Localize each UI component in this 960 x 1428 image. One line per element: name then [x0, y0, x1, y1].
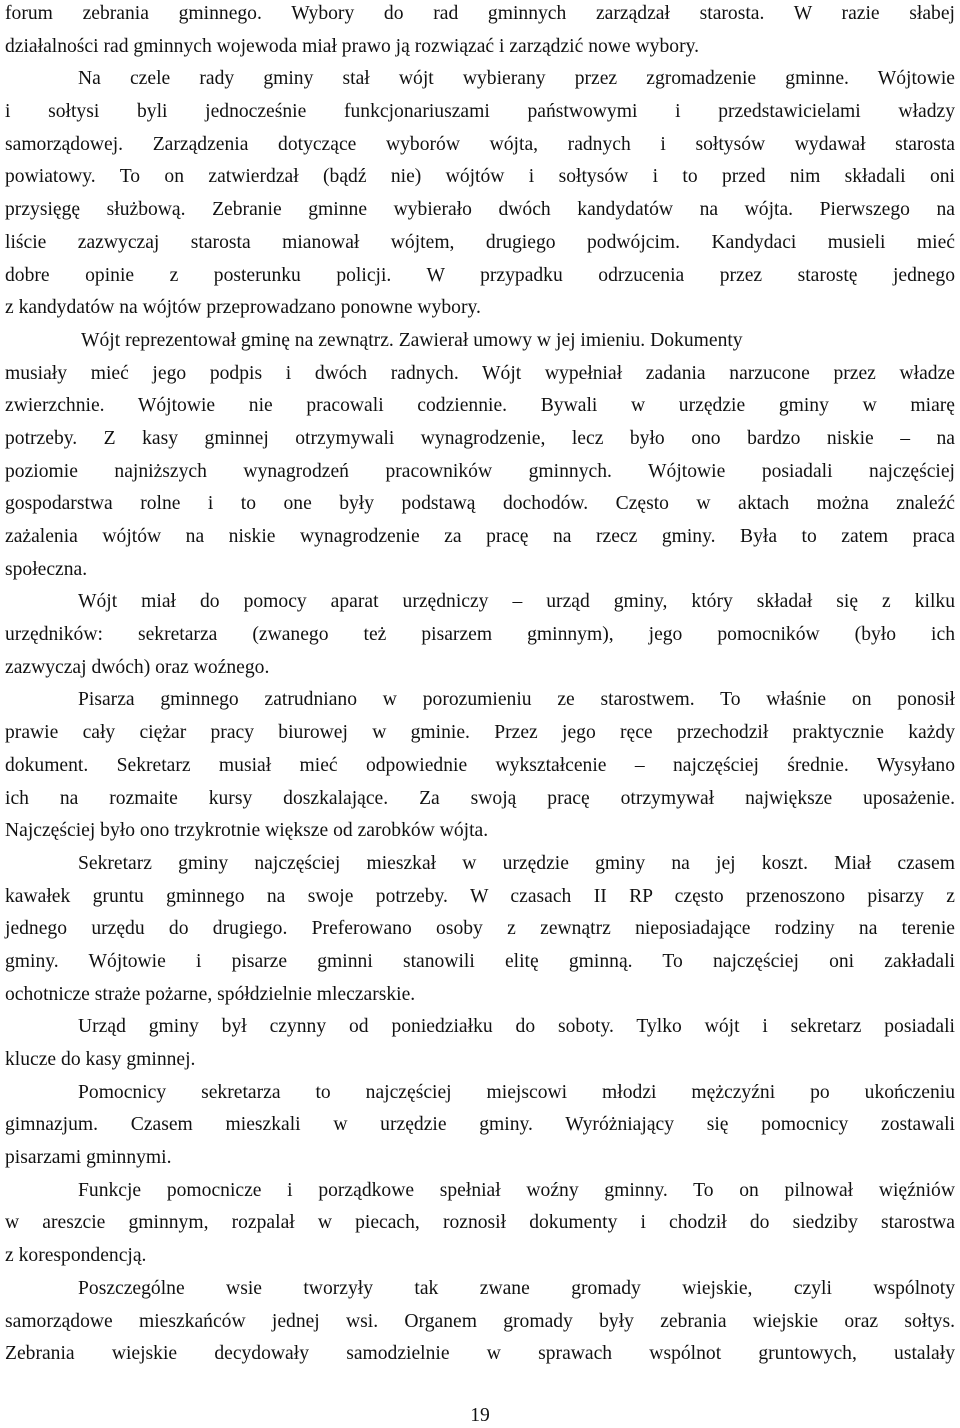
text-line: z korespondencją. — [5, 1245, 147, 1267]
text-line: forum zebrania gminnego. Wybory do rad gminnych zarządzał starosta. W razie słabej — [5, 3, 955, 24]
paragraph — [5, 586, 955, 684]
text-line: zażalenia wójtów na niskie wynagrodzenie za pracę na rzecz gminy. Była to zatem praca — [5, 526, 955, 547]
text-line: Zebrania wiejskie decydowały samodzielnie w sprawach wspólnot gruntowych, ustalały — [5, 1343, 955, 1365]
text-line: pisarzami gminnymi. — [5, 1147, 172, 1169]
text-line: społeczna. — [5, 558, 88, 580]
text-line: dokument. Sekretarz musiał mieć odpowiednie wykształcenie – najczęściej średnie. Wysyłano — [5, 754, 955, 776]
text-line: samorządowej. Zarządzenia dotyczące wyborów wójta, radnych i sołtysów wydawał starosta — [5, 133, 955, 155]
text-line: dobre opinie z posterunku policji. W przypadku odrzucenia przez starostę jednego — [5, 264, 955, 286]
document-page — [5, 0, 955, 1371]
text-line: i sołtysi byli jednocześnie funkcjonariuszami państwowymi i przedstawicielami władzy — [5, 101, 955, 123]
paragraph — [5, 1011, 955, 1076]
text-line: zwierzchnie. Wójtowie nie pracowali codziennie. Bywali w urzędzie gminy w miarę — [5, 395, 955, 417]
text-line: gminy. Wójtowie i pisarze gminni stanowili elitę gminną. To najczęściej oni zakładali — [5, 950, 955, 972]
text-line: Wójt reprezentował gminę na zewnątrz. Zawierał umowy w jej imieniu. Dokumenty — [81, 329, 743, 351]
text-line: przysięgę służbową. Zebranie gminne wybierało dwóch kandydatów na wójta. Pierwszego na — [5, 199, 955, 221]
paragraph — [5, 684, 955, 847]
text-line: Na czele rady gminy stał wójt wybierany przez zgromadzenie gminne. Wójtowie — [78, 68, 955, 90]
text-line: w areszcie gminnym, rozpalał w piecach, roznosił dokumenty i chodził do siedziby starostwa — [5, 1212, 955, 1234]
text-line: kawałek gruntu gminnego na swoje potrzeby. W czasach II RP często przenoszono pisarzy z — [5, 885, 955, 907]
text-line: gospodarstwa rolne i to one były podstawą dochodów. Często w aktach można znaleźć — [5, 493, 955, 515]
text-line: prawie cały ciężar pracy biurowej w gminie. Przez jego ręce przechodził praktycznie każdy — [5, 722, 955, 744]
text-line: Urząd gminy był czynny od poniedziałku do soboty. Tylko wójt i sekretarz posiadali — [78, 1016, 955, 1038]
text-line: gimnazjum. Czasem mieszkali w urzędzie gminy. Wyróżniający się pomocnicy zostawali — [5, 1114, 955, 1136]
text-line: działalności rad gminnych wojewoda miał prawo ją rozwiązać i zarządzić nowe wybory. — [5, 35, 700, 57]
page-number: 19 — [470, 1405, 490, 1426]
paragraph — [5, 63, 955, 325]
paragraph — [5, 0, 955, 63]
text-line: powiatowy. To on zatwierdzał (bądź nie) wójtów i sołtysów i to przed nim składali oni — [5, 166, 955, 188]
text-line: Pisarza gminnego zatrudniano w porozumieniu ze starostwem. To właśnie on ponosił — [78, 689, 955, 711]
text-line: jednego urzędu do drugiego. Preferowano osoby z zewnątrz nieposiadające rodziny na terenie — [5, 918, 955, 940]
paragraph — [5, 325, 955, 587]
text-line: Funkcje pomocnicze i porządkowe spełniał woźny gminny. To on pilnował więźniów — [78, 1179, 955, 1201]
text-line: liście zazwyczaj starosta mianował wójtem, drugiego podwójcim. Kandydaci musieli mieć — [5, 231, 955, 253]
paragraph — [5, 1175, 955, 1273]
text-line: potrzeby. Z kasy gminnej otrzymywali wynagrodzenie, lecz było ono bardzo niskie – na — [5, 427, 955, 449]
text-line: Sekretarz gminy najczęściej mieszkał w urzędzie gminy na jej koszt. Miał czasem — [78, 852, 955, 874]
text-line: Najczęściej było ono trzykrotnie większe od zarobków wójta. — [5, 820, 489, 842]
text-line: urzędników: sekretarza (zwanego też pisarzem gminnym), jego pomocników (było ich — [5, 624, 955, 646]
text-line: ich na rozmaite kursy doszkalające. Za swoją pracę otrzymywał największe uposażenie. — [5, 787, 955, 809]
paragraph — [5, 1273, 955, 1371]
text-line: z kandydatów na wójtów przeprowadzano ponowne wybory. — [5, 297, 481, 319]
text-line: ochotnicze straże pożarne, spółdzielnie mleczarskie. — [5, 983, 416, 1005]
text-line: Wójt miał do pomocy aparat urzędniczy – urząd gminy, który składał się z kilku — [78, 591, 955, 613]
text-line: musiały mieć jego podpis i dwóch radnych. Wójt wypełniał zadania narzucone przez władze — [5, 362, 955, 384]
text-line: zazwyczaj dwóch) oraz woźnego. — [5, 656, 270, 678]
text-line: klucze do kasy gminnej. — [5, 1049, 196, 1070]
paragraph — [5, 1077, 955, 1175]
text-line: samorządowe mieszkańców jednej wsi. Organem gromady były zebrania wiejskie oraz sołtys. — [5, 1310, 955, 1332]
text-line: poziomie najniższych wynagrodzeń pracowników gminnych. Wójtowie posiadali najczęściej — [5, 460, 955, 482]
paragraph — [5, 848, 955, 1011]
text-line: Pomocnicy sekretarza to najczęściej miejscowi młodzi mężczyźni po ukończeniu — [78, 1081, 955, 1103]
text-line: Poszczególne wsie tworzyły tak zwane gromady wiejskie, czyli wspólnoty — [78, 1277, 955, 1299]
